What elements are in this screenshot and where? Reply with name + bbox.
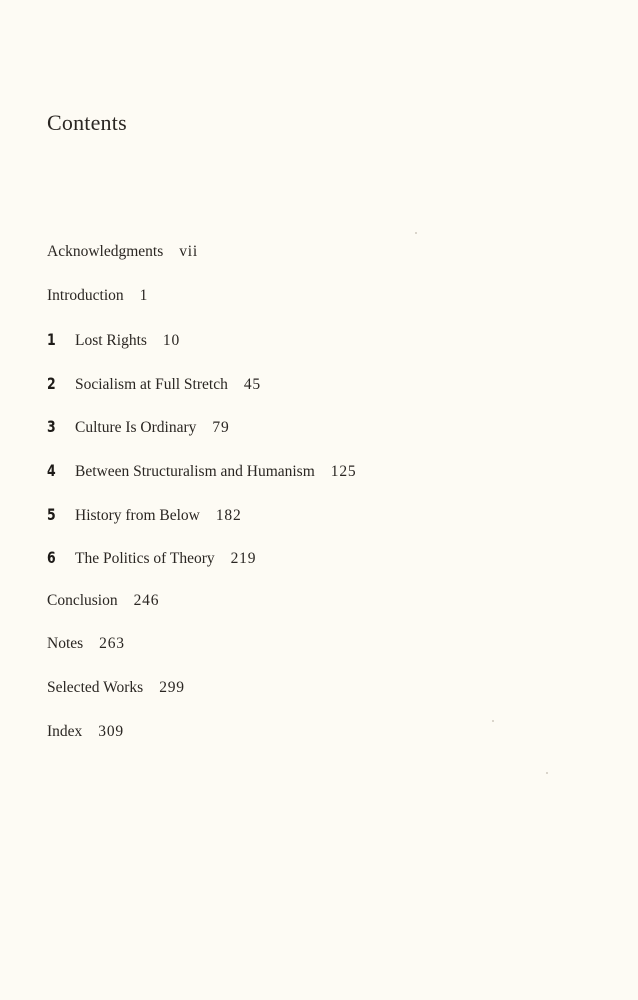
table-of-contents	[47, 243, 356, 766]
toc-entry-page: 125	[330, 462, 357, 480]
toc-entry-title: Notes	[47, 635, 84, 653]
toc-entry-title: Acknowledgments	[47, 243, 164, 260]
chapter-number: 4	[47, 460, 56, 480]
toc-entry-title: Index	[47, 722, 83, 740]
paper-speck	[415, 232, 417, 234]
toc-entry-title: History from Below	[75, 506, 200, 524]
toc-entry-page: 1	[139, 286, 149, 304]
toc-entry-page: 182	[215, 506, 242, 524]
toc-entry-page: vii	[179, 243, 198, 260]
chapter-number: 6	[47, 548, 56, 568]
toc-entry-page: 10	[162, 332, 181, 350]
chapter-number: 2	[47, 373, 56, 393]
toc-entry-page: 263	[99, 635, 125, 653]
toc-entry-page: 246	[133, 591, 160, 609]
paper-speck	[546, 772, 548, 774]
toc-entry-page: 299	[159, 678, 185, 696]
toc-entry-chapter-3	[47, 417, 356, 461]
toc-entry-acknowledgments	[47, 243, 356, 287]
toc-entry-selected-works	[47, 679, 356, 723]
toc-entry-page: 309	[98, 722, 124, 740]
contents-heading: Contents	[47, 110, 127, 135]
toc-entry-title: Lost Rights	[75, 332, 147, 350]
toc-entry-page: 79	[212, 419, 230, 437]
paper-speck	[492, 720, 494, 722]
toc-entry-chapter-1	[47, 330, 356, 374]
toc-entry-notes	[47, 635, 356, 679]
toc-entry-title: The Politics of Theory	[75, 550, 215, 568]
toc-entry-chapter-2	[47, 374, 356, 418]
toc-entry-title: Introduction	[47, 286, 124, 304]
toc-entry-title: Conclusion	[47, 591, 118, 609]
toc-entry-title: Socialism at Full Stretch	[75, 375, 228, 393]
toc-entry-conclusion	[47, 592, 356, 636]
toc-entry-page: 45	[243, 375, 261, 393]
toc-entry-introduction	[47, 287, 356, 331]
chapter-number: 1	[47, 330, 56, 350]
toc-entry-title: Culture Is Ordinary	[75, 419, 197, 437]
toc-entry-chapter-6	[47, 548, 356, 592]
chapter-number: 3	[47, 417, 56, 437]
toc-entry-title: Between Structuralism and Humanism	[75, 462, 315, 480]
toc-entry-index	[47, 723, 356, 767]
toc-entry-chapter-4	[47, 461, 356, 505]
chapter-number: 5	[47, 504, 56, 524]
toc-entry-page: 219	[230, 550, 257, 568]
toc-entry-chapter-5	[47, 505, 356, 549]
toc-entry-title: Selected Works	[47, 678, 144, 696]
